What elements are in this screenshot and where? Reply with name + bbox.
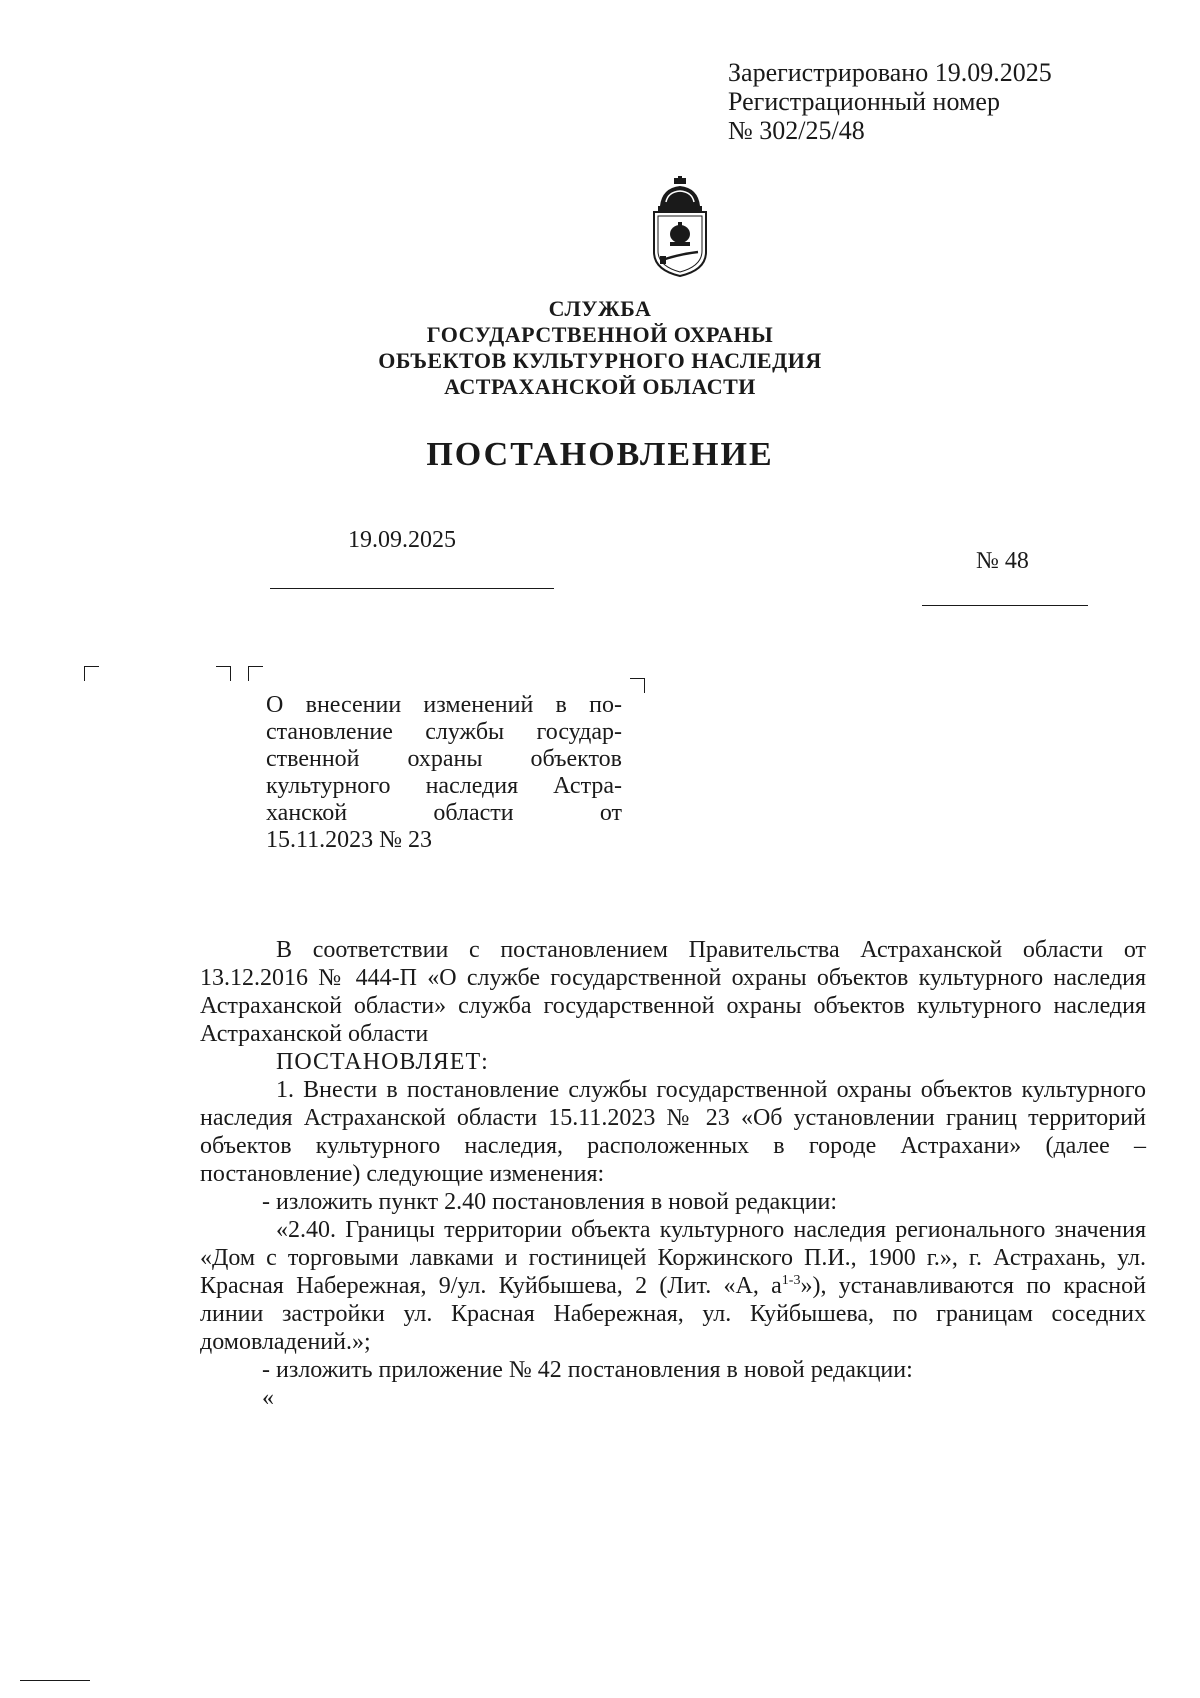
subject-line: ханской области от [266,800,622,826]
document-date: 19.09.2025 [348,527,456,553]
organization-line: ОБЪЕКТОВ КУЛЬТУРНОГО НАСЛЕДИЯ [378,348,822,373]
organization-line: АСТРАХАНСКОЙ ОБЛАСТИ [444,374,756,399]
margin-corner-mark [216,666,231,681]
document-type: ПОСТАНОВЛЕНИЕ [426,436,774,473]
resolves-heading: ПОСТАНОВЛЯЕТ: [276,1049,489,1075]
footnote-separator [20,1680,90,1681]
litera-superscript: 1-3 [781,1273,801,1288]
subject-line: ственной охраны объектов [266,746,622,772]
subject-line: О внесении изменений в по- [266,692,622,718]
clause-2-40-text-cont: »), устанавливаются по красной линии застройки ул. Красная Набережная, ул. Куйбышева, по границам соседних домовладений.»; [200,1273,1146,1355]
registration-date: Зарегистрировано 19.09.2025 [728,58,1052,87]
opening-quote: « [262,1385,274,1411]
document-subject [266,692,622,854]
clause-1-paragraph: 1. Внести в постановление службы государственной охраны объектов культурного наследия Астраханской области 15.11.2023 № 23 «Об установлении границ территорий объектов культурного наследия, расположенных в городе Астрахани» (далее – постановление) следующие изменения: [200,1077,1146,1187]
preamble-paragraph: В соответствии с постановлением Правительства Астраханской области от 13.12.2016 № 444-П «О службе государственной охраны объектов культурного наследия Астраханской области» служба государственной охраны объектов культурного наследия Астраханской области [200,937,1146,1047]
clause-2-40-text: «2.40. Границы территории объекта культурного наследия регионального значения «Дом с торговыми лавками и гостиницей Коржинского П.И., 1900 г.», г. Астрахань, ул. Красная Набережная, 9/ул. Куйбышева, 2 (Лит. «А, а [200,1217,1146,1299]
subject-corner-mark [248,666,263,681]
document-number: № 48 [976,548,1029,574]
number-underline [922,605,1088,606]
subject-line: культурного наследия Астра- [266,773,622,799]
coat-of-arms-icon [648,176,712,278]
organization-line: СЛУЖБА [548,296,652,321]
organization-line: ГОСУДАРСТВЕННОЙ ОХРАНЫ [426,322,774,347]
appendix-item-paragraph: - изложить приложение № 42 постановления в новой редакции: [262,1357,913,1383]
organization-name [0,296,1200,400]
registration-number: № 302/25/48 [728,116,865,145]
date-underline [270,588,554,589]
margin-corner-mark [84,666,99,681]
subject-line: 15.11.2023 № 23 [266,827,433,853]
document-body [200,936,1146,1412]
registration-label: Регистрационный номер [728,87,1000,116]
amendment-item-paragraph: - изложить пункт 2.40 постановления в новой редакции: [262,1189,838,1215]
clause-2-40-paragraph [200,1216,1146,1356]
registration-stamp [728,58,1052,145]
subject-line: становление службы государ- [266,719,622,745]
subject-corner-mark [630,678,645,693]
